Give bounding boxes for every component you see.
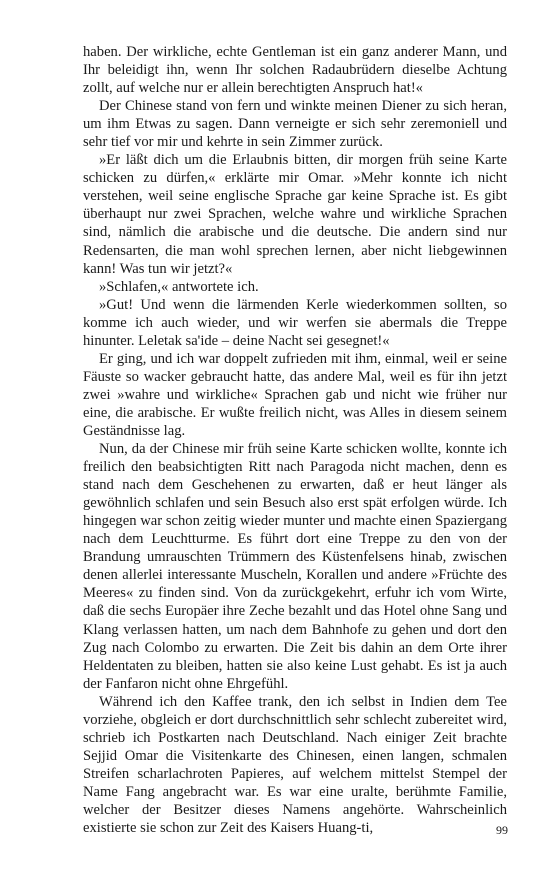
paragraph-6: Er ging, und ich war doppelt zufrieden mit ihm, einmal, weil er seine Fäuste so wacker gebraucht hatte, das andere Mal, weil es für ihn jetzt zwei »wahre und wirkliche« Sprachen gab und nicht wie früher nur eine, die arabische. Er wußte freilich nicht, was Alles in diesem seinem Geständnisse lag. xyxy=(83,350,507,439)
page-number: 99 xyxy=(496,823,508,837)
body-text xyxy=(83,43,507,837)
paragraph-5: »Gut! Und wenn die lärmenden Kerle wiederkommen sollten, so komme ich auch wieder, und wir werfen sie abermals die Treppe hinunter. Leletak sa'ide – deine Nacht sei gesegnet!« xyxy=(83,296,507,349)
paragraph-7: Nun, da der Chinese mir früh seine Karte schicken wollte, konnte ich freilich den beabsichtigten Ritt nach Paragoda nicht machen, denn es stand nach dem Geschehenen zu erwarten, daß er heut länger als gewöhnlich schlafen und sein Besuch also erst spät erfolgen würde. Ich hingegen war schon zeitig wieder munter und machte einen Spaziergang nach dem Leuchtturme. Es führt dort eine Treppe zu den von der Brandung umrauschten Trümmern des Küstenfelsens hinab, zwischen denen allerlei interessante Muscheln, Korallen und andere »Früchte des Meeres« zu finden sind. Von da zurückgekehrt, erfuhr ich vom Wirte, daß die sechs Europäer ihre Zeche bezahlt und das Hotel ohne Sang und Klang verlassen hatten, um nach dem Bahnhofe zu gehen und dort den Zug nach Colombo zu erwarten. Die Zeit bis dahin an dem Orte ihrer Heldentaten zu bleiben, hatten sie also keine Lust gehabt. Es ist ja auch der Fanfaron nicht ohne Ehrgefühl. xyxy=(83,441,507,692)
paragraph-4: »Schlafen,« antwortete ich. xyxy=(99,278,259,295)
paragraph-1: haben. Der wirkliche, echte Gentleman ist ein ganz anderer Mann, und Ihr beleidigt ihn, wenn Ihr solchen Radaubrüdern dieselbe Achtung zollt, auf welche nur er allein berechtigten Anspruch hat!« xyxy=(83,44,507,97)
paragraph-3: »Er läßt dich um die Erlaubnis bitten, dir morgen früh seine Karte schicken zu dürfen,« erklärte mir Omar. »Mehr konnte ich nicht verstehen, weil seine englische Sprache gar keine Sprache ist. Es gibt überhaupt nur zwei Sprachen, welche wahre und wirkliche Sprachen sind, nämlich die arabische und die deutsche. Die andern sind nur Redensarten, die man wohl sprechen lernen, aber nicht liebgewinnen kann! Was tun wir jetzt?« xyxy=(83,152,507,277)
paragraph-2: Der Chinese stand von fern und winkte meinen Diener zu sich heran, um ihm Etwas zu sagen. Dann verneigte er sich sehr zeremoniell und sehr tief vor mir und kehrte in sein Zimmer zurück. xyxy=(83,98,507,151)
paragraph-8: Während ich den Kaffee trank, den ich selbst in Indien dem Tee vorziehe, obgleich er dort durchschnittlich sehr schlecht zubereitet wird, schrieb ich Postkarten nach Deutschland. Nach einiger Zeit brachte Sejjid Omar die Visitenkarte des Chinesen, einen langen, schmalen Streifen scharlachroten Papieres, auf welchem mittelst Stempel der Name Fang angebracht war. Es war eine uralte, berühmte Familie, welcher der Besitzer dieses Namens angehörte. Wahrscheinlich existierte sie schon zur Zeit des Kaisers Huang-ti, xyxy=(83,693,507,837)
